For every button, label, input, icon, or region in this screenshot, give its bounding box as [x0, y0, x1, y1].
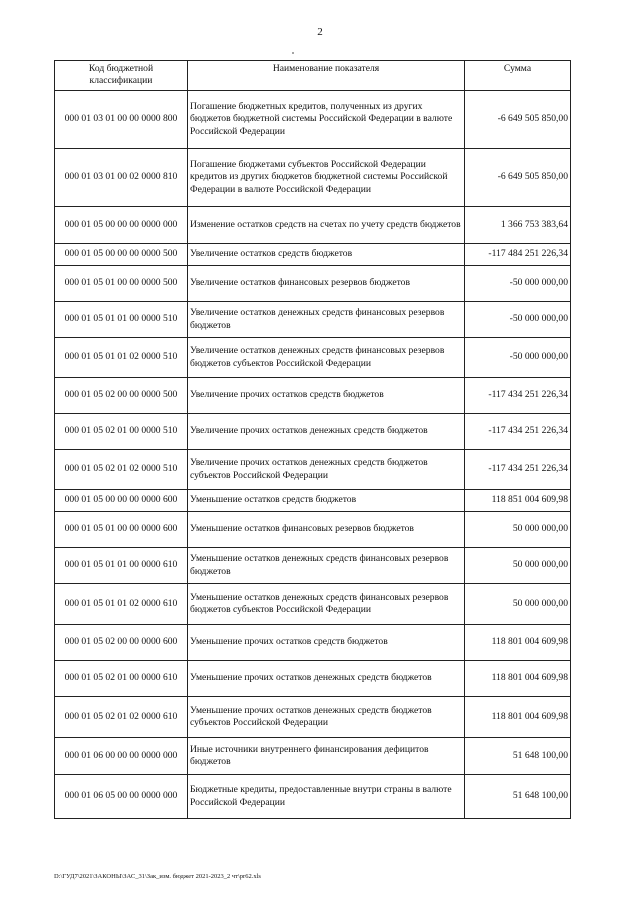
- code-cell: 000 01 05 00 00 00 0000 500: [55, 244, 188, 266]
- sum-cell: 118 851 004 609,98: [465, 490, 571, 512]
- name-cell: Увеличение остатков средств бюджетов: [188, 244, 465, 266]
- sum-cell: 50 000 000,00: [465, 584, 571, 625]
- table-row: [55, 207, 571, 244]
- name-cell: Увеличение прочих остатков средств бюджетов: [188, 378, 465, 414]
- code-cell: 000 01 03 01 00 02 0000 810: [55, 149, 188, 207]
- table-row: [55, 149, 571, 207]
- table-row: [55, 738, 571, 775]
- table-row: [55, 548, 571, 584]
- name-cell: Уменьшение прочих остатков денежных средств бюджетов: [188, 661, 465, 697]
- header-sum: Сумма: [465, 61, 571, 91]
- file-path-footer: D:\ГУД7\2021\ЗАКОНЫ\ЗАС_31\Зак_изм. бюджет 2021-2023_2 чт\pr62.xls: [54, 873, 261, 880]
- sum-cell: 118 801 004 609,98: [465, 625, 571, 661]
- sum-cell: 118 801 004 609,98: [465, 661, 571, 697]
- name-cell: Погашение бюджетных кредитов, полученных из других бюджетов бюджетной системы Российской Федерации в валюте Российской Федерации: [188, 91, 465, 149]
- name-cell: Увеличение прочих остатков денежных средств бюджетов субъектов Российской Федерации: [188, 450, 465, 490]
- name-cell: Уменьшение остатков финансовых резервов бюджетов: [188, 512, 465, 548]
- code-cell: 000 01 05 00 00 00 0000 600: [55, 490, 188, 512]
- name-cell: Уменьшение остатков денежных средств финансовых резервов бюджетов субъектов Российской Федерации: [188, 584, 465, 625]
- table-row: [55, 302, 571, 338]
- code-cell: 000 01 05 01 00 00 0000 500: [55, 266, 188, 302]
- sum-cell: -117 484 251 226,34: [465, 244, 571, 266]
- table-row: [55, 450, 571, 490]
- name-cell: Уменьшение прочих остатков денежных средств бюджетов субъектов Российской Федерации: [188, 697, 465, 738]
- sum-cell: 1 366 753 383,64: [465, 207, 571, 244]
- name-cell: Увеличение остатков финансовых резервов бюджетов: [188, 266, 465, 302]
- sum-cell: -6 649 505 850,00: [465, 149, 571, 207]
- scan-dot: [292, 52, 294, 54]
- code-cell: 000 01 05 02 01 02 0000 510: [55, 450, 188, 490]
- code-cell: 000 01 05 02 00 00 0000 600: [55, 625, 188, 661]
- code-cell: 000 01 05 01 01 00 0000 510: [55, 302, 188, 338]
- sum-cell: -117 434 251 226,34: [465, 414, 571, 450]
- table-row: [55, 584, 571, 625]
- name-cell: Уменьшение прочих остатков средств бюджетов: [188, 625, 465, 661]
- table-row: [55, 697, 571, 738]
- sum-cell: -117 434 251 226,34: [465, 450, 571, 490]
- sum-cell: 51 648 100,00: [465, 738, 571, 775]
- table-row: [55, 414, 571, 450]
- table-row: [55, 244, 571, 266]
- sum-cell: 51 648 100,00: [465, 775, 571, 819]
- code-cell: 000 01 05 00 00 00 0000 000: [55, 207, 188, 244]
- sum-cell: -6 649 505 850,00: [465, 91, 571, 149]
- name-cell: Погашение бюджетами субъектов Российской Федерации кредитов из других бюджетов бюджетной системы Российской Федерации в валюте Российской Федерации: [188, 149, 465, 207]
- sum-cell: 118 801 004 609,98: [465, 697, 571, 738]
- name-cell: Увеличение остатков денежных средств финансовых резервов бюджетов: [188, 302, 465, 338]
- name-cell: Увеличение прочих остатков денежных средств бюджетов: [188, 414, 465, 450]
- table-header-row: [55, 61, 571, 91]
- name-cell: Изменение остатков средств на счетах по учету средств бюджетов: [188, 207, 465, 244]
- sum-cell: -117 434 251 226,34: [465, 378, 571, 414]
- sum-cell: -50 000 000,00: [465, 266, 571, 302]
- sum-cell: -50 000 000,00: [465, 338, 571, 378]
- code-cell: 000 01 06 00 00 00 0000 000: [55, 738, 188, 775]
- table-row: [55, 378, 571, 414]
- sum-cell: 50 000 000,00: [465, 512, 571, 548]
- table-row: [55, 266, 571, 302]
- code-cell: 000 01 05 01 01 02 0000 510: [55, 338, 188, 378]
- header-code: Код бюджетной классификации: [55, 61, 188, 91]
- page-number: 2: [317, 26, 323, 38]
- code-cell: 000 01 05 01 00 00 0000 600: [55, 512, 188, 548]
- sum-cell: -50 000 000,00: [465, 302, 571, 338]
- table-row: [55, 338, 571, 378]
- table-row: [55, 775, 571, 819]
- table-row: [55, 91, 571, 149]
- code-cell: 000 01 05 01 01 02 0000 610: [55, 584, 188, 625]
- name-cell: Уменьшение остатков денежных средств финансовых резервов бюджетов: [188, 548, 465, 584]
- table-row: [55, 490, 571, 512]
- table-row: [55, 512, 571, 548]
- code-cell: 000 01 05 02 00 00 0000 500: [55, 378, 188, 414]
- name-cell: Увеличение остатков денежных средств финансовых резервов бюджетов субъектов Российской Федерации: [188, 338, 465, 378]
- name-cell: Бюджетные кредиты, предоставленные внутри страны в валюте Российской Федерации: [188, 775, 465, 819]
- sum-cell: 50 000 000,00: [465, 548, 571, 584]
- code-cell: 000 01 05 02 01 00 0000 510: [55, 414, 188, 450]
- code-cell: 000 01 05 02 01 00 0000 610: [55, 661, 188, 697]
- name-cell: Иные источники внутреннего финансирования дефицитов бюджетов: [188, 738, 465, 775]
- code-cell: 000 01 06 05 00 00 0000 000: [55, 775, 188, 819]
- table-row: [55, 625, 571, 661]
- code-cell: 000 01 05 01 01 00 0000 610: [55, 548, 188, 584]
- header-name: Наименование показателя: [188, 61, 465, 91]
- name-cell: Уменьшение остатков средств бюджетов: [188, 490, 465, 512]
- table-row: [55, 661, 571, 697]
- code-cell: 000 01 05 02 01 02 0000 610: [55, 697, 188, 738]
- code-cell: 000 01 03 01 00 00 0000 800: [55, 91, 188, 149]
- budget-sources-table: [54, 60, 571, 819]
